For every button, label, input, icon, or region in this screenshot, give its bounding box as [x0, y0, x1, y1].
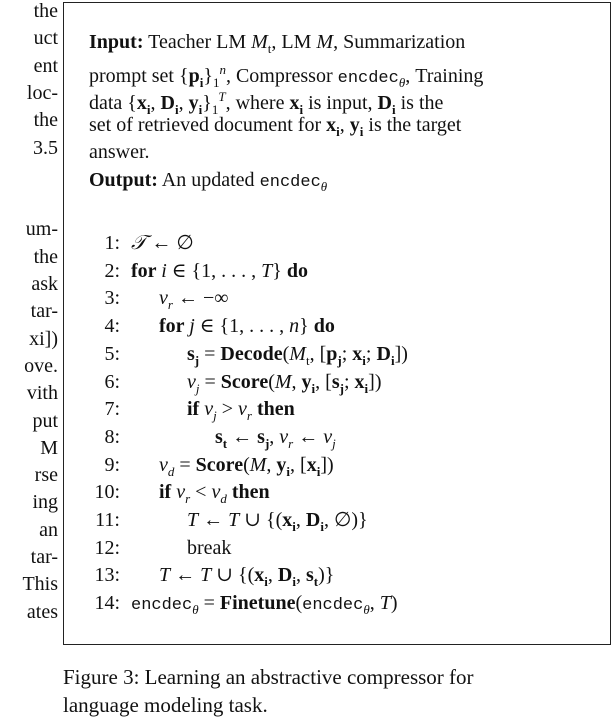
math-segment: , Compressor — [225, 64, 338, 87]
math-segment: θ — [320, 178, 328, 194]
math-segment: i — [311, 380, 316, 396]
algorithm-step — [187, 508, 368, 539]
math-segment: , Training — [405, 64, 484, 87]
math-segment: , Summarization — [333, 31, 466, 53]
math-segment: i — [320, 519, 324, 534]
math-segment: , [ — [315, 370, 332, 393]
math-segment: break — [187, 536, 232, 559]
math-segment: , [ — [290, 453, 307, 476]
math-segment: , LM — [271, 31, 317, 53]
math-segment: v — [204, 398, 214, 421]
math-segment: ← — [227, 425, 258, 448]
math-segment: i — [316, 463, 321, 479]
math-segment: ( — [295, 592, 303, 615]
math-segment: Output: — [89, 168, 158, 191]
math-segment: x — [254, 564, 265, 587]
math-segment: ( — [268, 370, 275, 393]
left-column-fragment: put — [32, 409, 58, 432]
math-segment: ]) — [320, 453, 334, 476]
math-segment: , — [266, 453, 277, 476]
line-number: 8: — [104, 425, 120, 448]
math-segment: M — [249, 453, 267, 476]
math-segment: 𝒯 — [131, 232, 147, 254]
math-segment: s — [215, 425, 223, 448]
math-segment: } — [203, 64, 213, 87]
math-segment: = — [198, 592, 220, 615]
math-segment: ← −∞ — [172, 287, 229, 310]
math-segment: D — [277, 564, 293, 587]
left-column-fragment: ates — [26, 600, 58, 623]
math-segment: ← — [293, 425, 324, 448]
left-column-fragment: vith — [26, 382, 58, 405]
line-number: 10: — [94, 481, 120, 504]
math-segment: p — [326, 342, 338, 365]
math-segment: Teacher LM — [143, 31, 252, 53]
math-segment: j — [189, 315, 195, 338]
left-column-fragment: ove. — [24, 354, 58, 377]
left-column-fragment: rse — [34, 464, 58, 487]
math-segment: is the target — [363, 113, 462, 136]
math-segment: i — [286, 463, 291, 479]
math-segment: i — [264, 574, 268, 590]
math-segment: i — [336, 123, 340, 139]
math-segment: , — [291, 370, 302, 393]
line-number: 7: — [104, 398, 120, 421]
math-segment: , — [267, 564, 278, 587]
line-number: 11: — [95, 509, 120, 531]
algorithm-step — [159, 286, 229, 317]
math-segment: T — [228, 509, 240, 531]
math-segment: x — [326, 113, 337, 136]
math-segment: v — [176, 481, 186, 504]
math-segment: v — [159, 453, 168, 476]
math-segment: v — [159, 287, 168, 310]
left-column-fragment: loc- — [26, 81, 58, 104]
line-number: 4: — [104, 315, 120, 338]
math-segment: 1 — [212, 74, 220, 90]
left-column-fragment: the — [33, 109, 58, 132]
math-segment: then — [226, 481, 270, 504]
math-segment: T — [200, 564, 212, 587]
math-segment: j — [213, 408, 217, 424]
left-column-fragment: um- — [25, 218, 58, 241]
math-segment: M — [316, 31, 334, 53]
math-segment: y — [188, 92, 199, 114]
math-segment: x — [352, 342, 363, 365]
math-segment: Input: — [89, 31, 144, 53]
math-segment: i — [390, 352, 395, 368]
math-segment: , — [339, 113, 350, 136]
math-segment: T — [261, 259, 273, 282]
math-segment: i — [175, 102, 179, 117]
math-segment: n — [219, 61, 226, 77]
math-segment: θ — [363, 602, 370, 618]
algorithm-step — [131, 231, 194, 255]
math-segment: An updated — [157, 168, 260, 191]
math-segment: , — [295, 509, 306, 531]
math-segment: i — [292, 574, 296, 590]
math-segment: d — [220, 491, 227, 507]
math-segment: j — [332, 435, 336, 451]
math-segment: ]) — [368, 370, 382, 393]
math-segment: Finetune — [219, 592, 296, 615]
math-segment: t — [222, 435, 228, 451]
math-segment: v — [211, 481, 221, 504]
line-number: 6: — [104, 370, 120, 393]
math-segment: T — [187, 509, 199, 531]
math-segment: data { — [89, 92, 137, 114]
math-segment: prompt set { — [89, 64, 189, 87]
math-segment: ∈ {1, . . . , — [166, 259, 262, 282]
math-segment: r — [185, 491, 191, 507]
algorithm-step — [159, 453, 334, 484]
line-number: 5: — [104, 342, 120, 365]
left-column-fragment: the — [33, 0, 58, 22]
math-segment: , — [269, 425, 280, 448]
math-segment: v — [323, 425, 333, 448]
math-segment: ; — [365, 342, 377, 365]
math-segment: , — [369, 592, 380, 615]
math-segment: = — [199, 370, 221, 393]
math-segment: D — [160, 92, 175, 114]
math-segment: M — [289, 342, 306, 365]
math-segment: Score — [195, 453, 244, 476]
math-segment: if — [159, 481, 177, 504]
math-segment: } — [299, 315, 314, 338]
algorithm-header-line — [89, 140, 150, 164]
math-segment: , — [150, 92, 161, 114]
algorithm-step — [187, 342, 408, 373]
math-segment: x — [289, 92, 300, 114]
math-segment: j — [264, 435, 270, 451]
math-segment: s — [305, 564, 314, 587]
algorithm-step — [187, 536, 231, 560]
math-segment: , where — [225, 92, 290, 114]
left-column-fragment: uct — [33, 27, 58, 50]
math-segment: j — [194, 352, 200, 368]
math-segment: i — [292, 519, 296, 534]
algorithm-step — [159, 563, 334, 594]
math-segment: v — [238, 398, 247, 421]
math-segment: ∪ {( — [211, 564, 255, 587]
math-segment: t — [313, 574, 319, 590]
math-segment: ]) — [394, 342, 408, 365]
math-segment: , ∅)} — [323, 509, 368, 531]
figure-caption-line-1: Figure 3: Learning an abstractive compressor for — [63, 665, 474, 689]
algorithm-step — [187, 397, 295, 428]
line-number: 14: — [94, 592, 120, 615]
math-segment: answer. — [89, 141, 150, 163]
math-segment: = — [174, 453, 196, 476]
math-segment: T — [159, 564, 171, 587]
math-segment: r — [167, 297, 173, 313]
algorithm-header-line — [89, 113, 461, 144]
math-segment: ; — [341, 342, 353, 365]
math-segment: x — [306, 453, 317, 476]
math-segment: i — [198, 102, 203, 117]
math-segment: t — [305, 352, 310, 368]
math-segment: i — [391, 102, 396, 117]
math-segment: x — [136, 92, 147, 114]
left-column-fragment: ent — [33, 54, 58, 77]
math-segment: ∈ {1, . . . , — [194, 315, 290, 338]
line-number: 13: — [94, 564, 120, 587]
math-segment: v — [279, 425, 289, 448]
math-segment: encdec — [259, 172, 321, 192]
algorithm-step — [215, 425, 336, 456]
math-segment: )} — [318, 564, 335, 587]
math-segment: 1 — [211, 102, 219, 117]
math-segment: ← — [198, 509, 229, 531]
math-segment: θ — [192, 602, 199, 618]
math-segment: i — [359, 123, 364, 139]
math-segment: y — [349, 113, 360, 136]
math-segment: is the — [395, 92, 444, 114]
math-segment: then — [251, 398, 295, 421]
line-number: 9: — [104, 453, 120, 476]
math-segment: } — [202, 92, 212, 114]
math-segment: i — [362, 352, 366, 368]
math-segment: ; — [343, 370, 355, 393]
math-segment: θ — [398, 74, 406, 90]
algorithm-step — [159, 314, 335, 338]
math-segment: i — [364, 380, 369, 396]
algorithm-step — [187, 370, 382, 401]
line-number: 12: — [94, 536, 120, 559]
math-segment: do — [313, 315, 335, 338]
math-segment: y — [301, 370, 312, 393]
figure-caption-line-2: language modeling task. — [63, 693, 268, 717]
algorithm-step — [131, 259, 308, 283]
math-segment: Decode — [220, 342, 283, 365]
math-segment: p — [188, 64, 200, 87]
math-segment: = — [199, 342, 221, 365]
math-segment: if — [187, 398, 205, 421]
math-segment: is input, — [303, 92, 378, 114]
math-segment: , [ — [309, 342, 327, 365]
math-segment: x — [354, 370, 365, 393]
line-number: 1: — [104, 232, 120, 254]
math-segment: , — [178, 92, 189, 114]
left-column-fragment: 3.5 — [33, 136, 58, 159]
math-segment: ← ∅ — [146, 232, 194, 254]
left-column-fragment: This — [22, 573, 58, 596]
math-segment: ( — [243, 453, 250, 476]
math-segment: encdec — [131, 596, 193, 616]
line-number: 2: — [104, 259, 120, 282]
math-segment: y — [276, 453, 287, 476]
math-segment: D — [376, 342, 391, 365]
math-segment: D — [377, 92, 392, 114]
math-segment: i — [146, 102, 151, 117]
math-segment: i — [161, 259, 167, 282]
math-segment: < — [190, 481, 212, 504]
left-column-fragment: ask — [31, 273, 58, 295]
math-segment: t — [267, 41, 272, 56]
math-segment: d — [167, 463, 175, 479]
algorithm-header-line — [89, 168, 327, 199]
math-segment: M — [274, 370, 292, 393]
math-segment: x — [282, 509, 293, 531]
math-segment: M — [251, 31, 268, 53]
math-segment: for — [131, 259, 162, 282]
math-segment: j — [195, 380, 200, 396]
math-segment: i — [199, 74, 204, 90]
line-number: 3: — [104, 287, 120, 310]
math-segment: T — [218, 89, 226, 104]
math-segment: s — [257, 425, 265, 448]
math-segment: j — [337, 352, 342, 368]
left-column-fragment: M — [40, 436, 58, 459]
math-segment: > — [216, 398, 239, 421]
math-segment: i — [299, 102, 304, 117]
math-segment: set of retrieved document for — [89, 113, 327, 136]
left-column-fragment: tar- — [30, 300, 58, 323]
math-segment: ) — [390, 592, 398, 615]
math-segment: n — [289, 315, 300, 338]
math-segment: r — [288, 435, 294, 451]
algorithm-header-line — [89, 30, 465, 61]
math-segment: s — [187, 342, 195, 365]
math-segment: s — [331, 370, 340, 393]
algorithm-step — [159, 480, 270, 511]
math-segment: Score — [220, 370, 269, 393]
math-segment: do — [286, 259, 309, 282]
math-segment: encdec — [302, 596, 364, 616]
math-segment: v — [187, 370, 196, 393]
math-segment: ∪ {( — [239, 509, 283, 531]
left-column-fragment: xi]) — [29, 327, 58, 350]
math-segment: j — [339, 380, 344, 396]
math-segment: } — [272, 259, 287, 282]
math-segment: D — [305, 509, 321, 531]
math-segment: encdec — [337, 68, 399, 88]
math-segment: ( — [282, 342, 290, 365]
math-segment: T — [379, 592, 391, 615]
math-segment: , — [295, 564, 306, 587]
math-segment: for — [159, 315, 190, 338]
left-column-fragment: an — [39, 518, 58, 541]
math-segment: r — [246, 408, 252, 424]
left-column-fragment: ing — [32, 491, 58, 514]
math-segment: ← — [170, 564, 201, 587]
left-column-fragment: tar- — [30, 546, 58, 568]
algorithm-step — [131, 591, 398, 622]
left-column-fragment: the — [33, 245, 58, 268]
